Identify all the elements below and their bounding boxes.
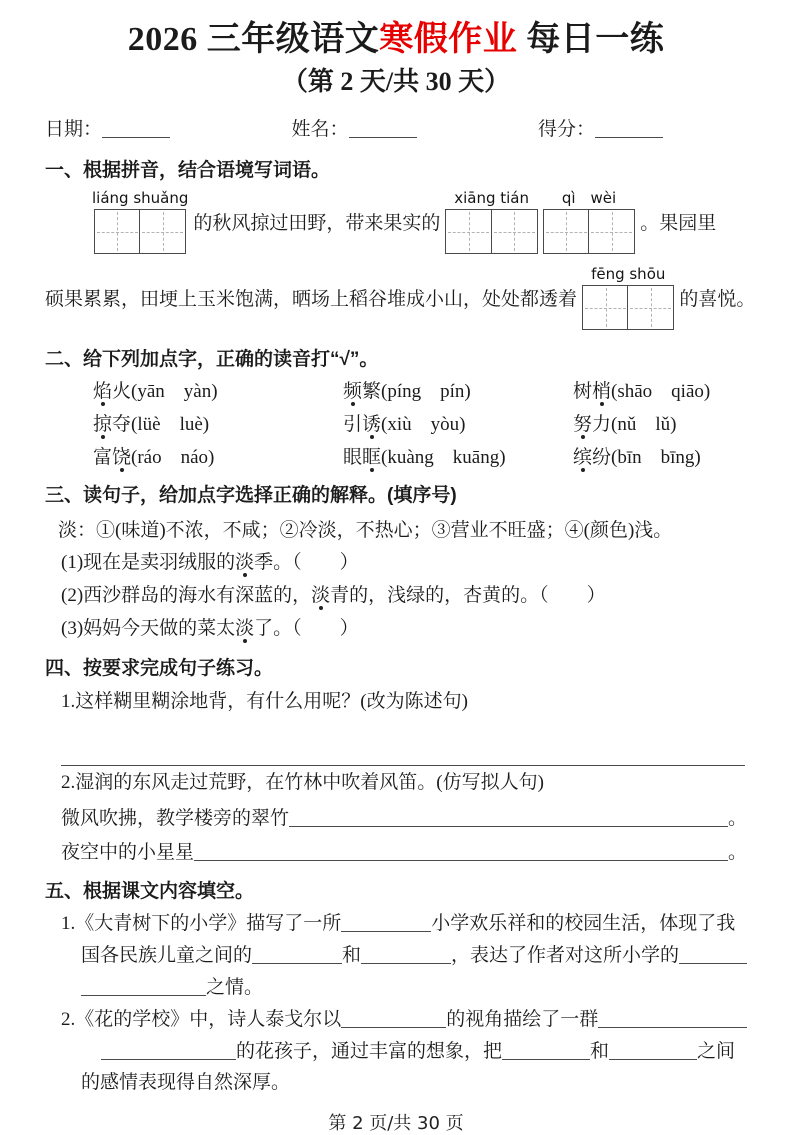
dotted-char: 淡 — [235, 552, 255, 573]
text-run: 力 — [592, 414, 612, 435]
text-run: 每日一练 — [517, 21, 665, 58]
sentence-2 — [61, 579, 747, 612]
answer-blank[interactable] — [81, 977, 206, 996]
text-run: ，表达了作者对这所小学的 — [451, 945, 680, 966]
text-run: 寒假作业 — [379, 21, 518, 58]
answer-blank[interactable] — [341, 1009, 446, 1028]
text-run: (píng pín) — [381, 381, 471, 402]
answer-blank[interactable] — [679, 945, 747, 964]
passage-1-line-2 — [81, 942, 747, 969]
text-run: (nǔ lǔ) — [611, 414, 677, 435]
pinyin-label: liáng shuǎng — [92, 189, 189, 207]
dotted-char: 淡 — [311, 585, 331, 606]
dotted-char: 缤 — [573, 447, 593, 468]
section5-heading: 五、根据课文内容填空。 — [45, 881, 255, 902]
text-run: 的喜悦。 — [679, 289, 756, 310]
writing-grid-cell[interactable] — [445, 209, 492, 254]
section4-heading: 四、按要求完成句子练习。 — [45, 658, 274, 679]
answer-blank[interactable] — [252, 945, 342, 964]
writing-grid-boxes — [94, 209, 186, 254]
text-run: 1.《大青树下的小学》描写了一所 — [61, 913, 342, 934]
text-run: 硕果累累，田埂上玉米饱满，晒场上稻谷堆成小山，处处都透着 — [45, 289, 578, 310]
text-run: (3)妈妈今天做的菜太 — [61, 618, 236, 639]
dotted-char: 频 — [343, 381, 363, 402]
writing-grid-boxes — [582, 285, 674, 330]
text-run: 了。（ ） — [254, 618, 359, 639]
answer-blank[interactable] — [101, 1041, 236, 1060]
pronunciation-item — [343, 380, 573, 404]
text-run: 繁 — [362, 381, 382, 402]
text-run: 的感情表现得自然深厚。 — [81, 1072, 291, 1093]
pinyin-label: qì wèi — [561, 189, 617, 207]
text-run: 淡：①(味道)不浓，不咸；②冷淡，不热心；③营业不旺盛；④(颜色)浅。 — [58, 520, 673, 541]
date-label: 日期： — [45, 119, 103, 140]
passage-2-line-1 — [61, 1006, 747, 1033]
exercise-1-answer-line — [61, 744, 745, 763]
text-run: 季。（ ） — [254, 552, 359, 573]
text-run: 火 — [112, 381, 132, 402]
text-run: 小学欢乐祥和的校园生活，体现了我 — [431, 913, 736, 934]
pronunciation-item — [93, 380, 343, 404]
text-run: 夜空中的小星星 — [61, 842, 195, 863]
answer-blank[interactable] — [289, 808, 728, 827]
text-run: 的视角描绘了一群 — [446, 1009, 599, 1030]
dotted-char: 饶 — [112, 447, 132, 468]
text-run: 青的，浅绿的，杏黄的。（ ） — [330, 585, 606, 606]
sentence-1 — [61, 546, 747, 579]
pinyin-label: fēng shōu — [591, 265, 666, 283]
pinyin-writing-grid — [92, 189, 188, 254]
passage-2-line-2 — [101, 1038, 747, 1065]
writing-grid-cell[interactable] — [491, 209, 538, 254]
page-number: 第 2 页/共 30 页 — [328, 1113, 464, 1134]
writing-grid-cell[interactable] — [543, 209, 590, 254]
answer-blank[interactable] — [598, 1009, 747, 1028]
passage-2-line-3 — [81, 1070, 747, 1096]
text-run: (xiù yòu) — [381, 414, 466, 435]
pronunciation-item — [93, 446, 343, 470]
section1-heading: 一、根据拼音，结合语境写词语。 — [45, 160, 331, 181]
text-run: 和 — [590, 1041, 610, 1062]
dotted-char: 眶 — [362, 447, 382, 468]
text-run: 纷 — [592, 447, 612, 468]
text-run: (yān yàn) — [131, 381, 218, 402]
pronunciation-grid — [93, 380, 747, 470]
section3-heading: 三、读句子，给加点字选择正确的解释。(填序号) — [45, 485, 457, 506]
dotted-char: 掠 — [93, 414, 113, 435]
section1-line2 — [45, 265, 756, 330]
dotted-char: 诱 — [362, 414, 382, 435]
sentence-3 — [61, 612, 747, 645]
passage-1-line-3 — [81, 974, 747, 1001]
text-run: 。 — [727, 842, 747, 863]
answer-blank[interactable] — [502, 1041, 590, 1060]
answer-blank[interactable] — [194, 842, 728, 861]
text-run: 微风吹拂，教学楼旁的翠竹 — [61, 808, 290, 829]
pronunciation-item — [573, 380, 747, 404]
text-run: (2)西沙群岛的海水有深蓝的， — [61, 585, 312, 606]
exercise-2-prompt — [61, 768, 747, 798]
text-run: 1.这样糊里糊涂地背，有什么用呢？(改为陈述句) — [61, 691, 468, 712]
text-run: 国各民族儿童之间的 — [81, 945, 253, 966]
answer-blank[interactable] — [61, 747, 745, 766]
text-run: (kuàng kuāng) — [381, 447, 506, 468]
pronunciation-item — [343, 446, 573, 470]
exercise-1-prompt — [61, 687, 747, 717]
name-field — [291, 116, 416, 143]
page-subtitle: （第 2 天/共 30 天） — [281, 67, 511, 96]
text-run: 之间 — [697, 1041, 736, 1062]
text-run: (bīn bīng) — [611, 447, 701, 468]
pronunciation-item — [93, 413, 343, 437]
text-run: 眼 — [343, 447, 363, 468]
pronunciation-item — [573, 413, 747, 437]
exercise-2-answer-line-1 — [61, 805, 747, 832]
score-input-line[interactable] — [595, 119, 663, 138]
writing-grid-cell[interactable] — [627, 285, 674, 330]
writing-grid-cell[interactable] — [139, 209, 186, 254]
text-run: 2026 三年级语文 — [127, 21, 380, 58]
text-run: 和 — [342, 945, 362, 966]
text-run: 。果园里 — [640, 213, 717, 234]
writing-grid-cell[interactable] — [582, 285, 629, 330]
text-run: 2.湿润的东风走过荒野，在竹林中吹着风笛。(仿写拟人句) — [61, 772, 544, 793]
section1-line1 — [92, 189, 747, 254]
text-run: (ráo náo) — [131, 447, 215, 468]
answer-blank[interactable] — [341, 913, 431, 932]
text-run: (1)现在是卖羽绒服的 — [61, 552, 236, 573]
section2-heading: 二、给下列加点字，正确的读音打“√”。 — [45, 349, 379, 370]
pinyin-writing-grid — [582, 265, 674, 330]
dotted-char: 焰 — [93, 381, 113, 402]
page-title — [45, 18, 747, 62]
text-run: 的秋风掠过田野，带来果实的 — [193, 213, 441, 234]
text-run: 引 — [343, 414, 363, 435]
date-input-line[interactable] — [102, 119, 170, 138]
text-run: 夺 — [112, 414, 132, 435]
passage-1-line-1 — [61, 910, 747, 937]
text-run: (lüè luè) — [131, 414, 210, 435]
pinyin-writing-grid — [445, 189, 537, 254]
score-label: 得分： — [537, 119, 595, 140]
definition-line — [58, 516, 747, 546]
writing-grid-cell[interactable] — [588, 209, 635, 254]
writing-grid-boxes — [445, 209, 537, 254]
text-run: 。 — [727, 808, 747, 829]
date-field — [45, 116, 170, 143]
pinyin-label: xiāng tián — [454, 189, 529, 207]
text-run: 2.《花的学校》中，诗人泰戈尔以 — [61, 1009, 342, 1030]
pronunciation-item — [343, 413, 573, 437]
dotted-char: 努 — [573, 414, 593, 435]
name-input-line[interactable] — [349, 119, 417, 138]
text-run: 富 — [93, 447, 113, 468]
text-run: (shāo qiāo) — [611, 381, 711, 402]
writing-grid-boxes — [543, 209, 635, 254]
exercise-2-answer-line-2 — [61, 839, 747, 866]
header-fields — [45, 116, 663, 143]
dotted-char: 淡 — [235, 618, 255, 639]
text-run: 的花孩子，通过丰富的想象，把 — [236, 1041, 503, 1062]
pinyin-writing-grid — [543, 189, 635, 254]
answer-blank[interactable] — [361, 945, 451, 964]
text-run: 之情。 — [206, 977, 264, 998]
score-field — [538, 116, 663, 143]
writing-grid-cell[interactable] — [94, 209, 141, 254]
text-run: 树 — [573, 381, 593, 402]
dotted-char: 梢 — [592, 381, 612, 402]
pronunciation-item — [573, 446, 747, 470]
name-label: 姓名： — [291, 119, 349, 140]
answer-blank[interactable] — [609, 1041, 697, 1060]
